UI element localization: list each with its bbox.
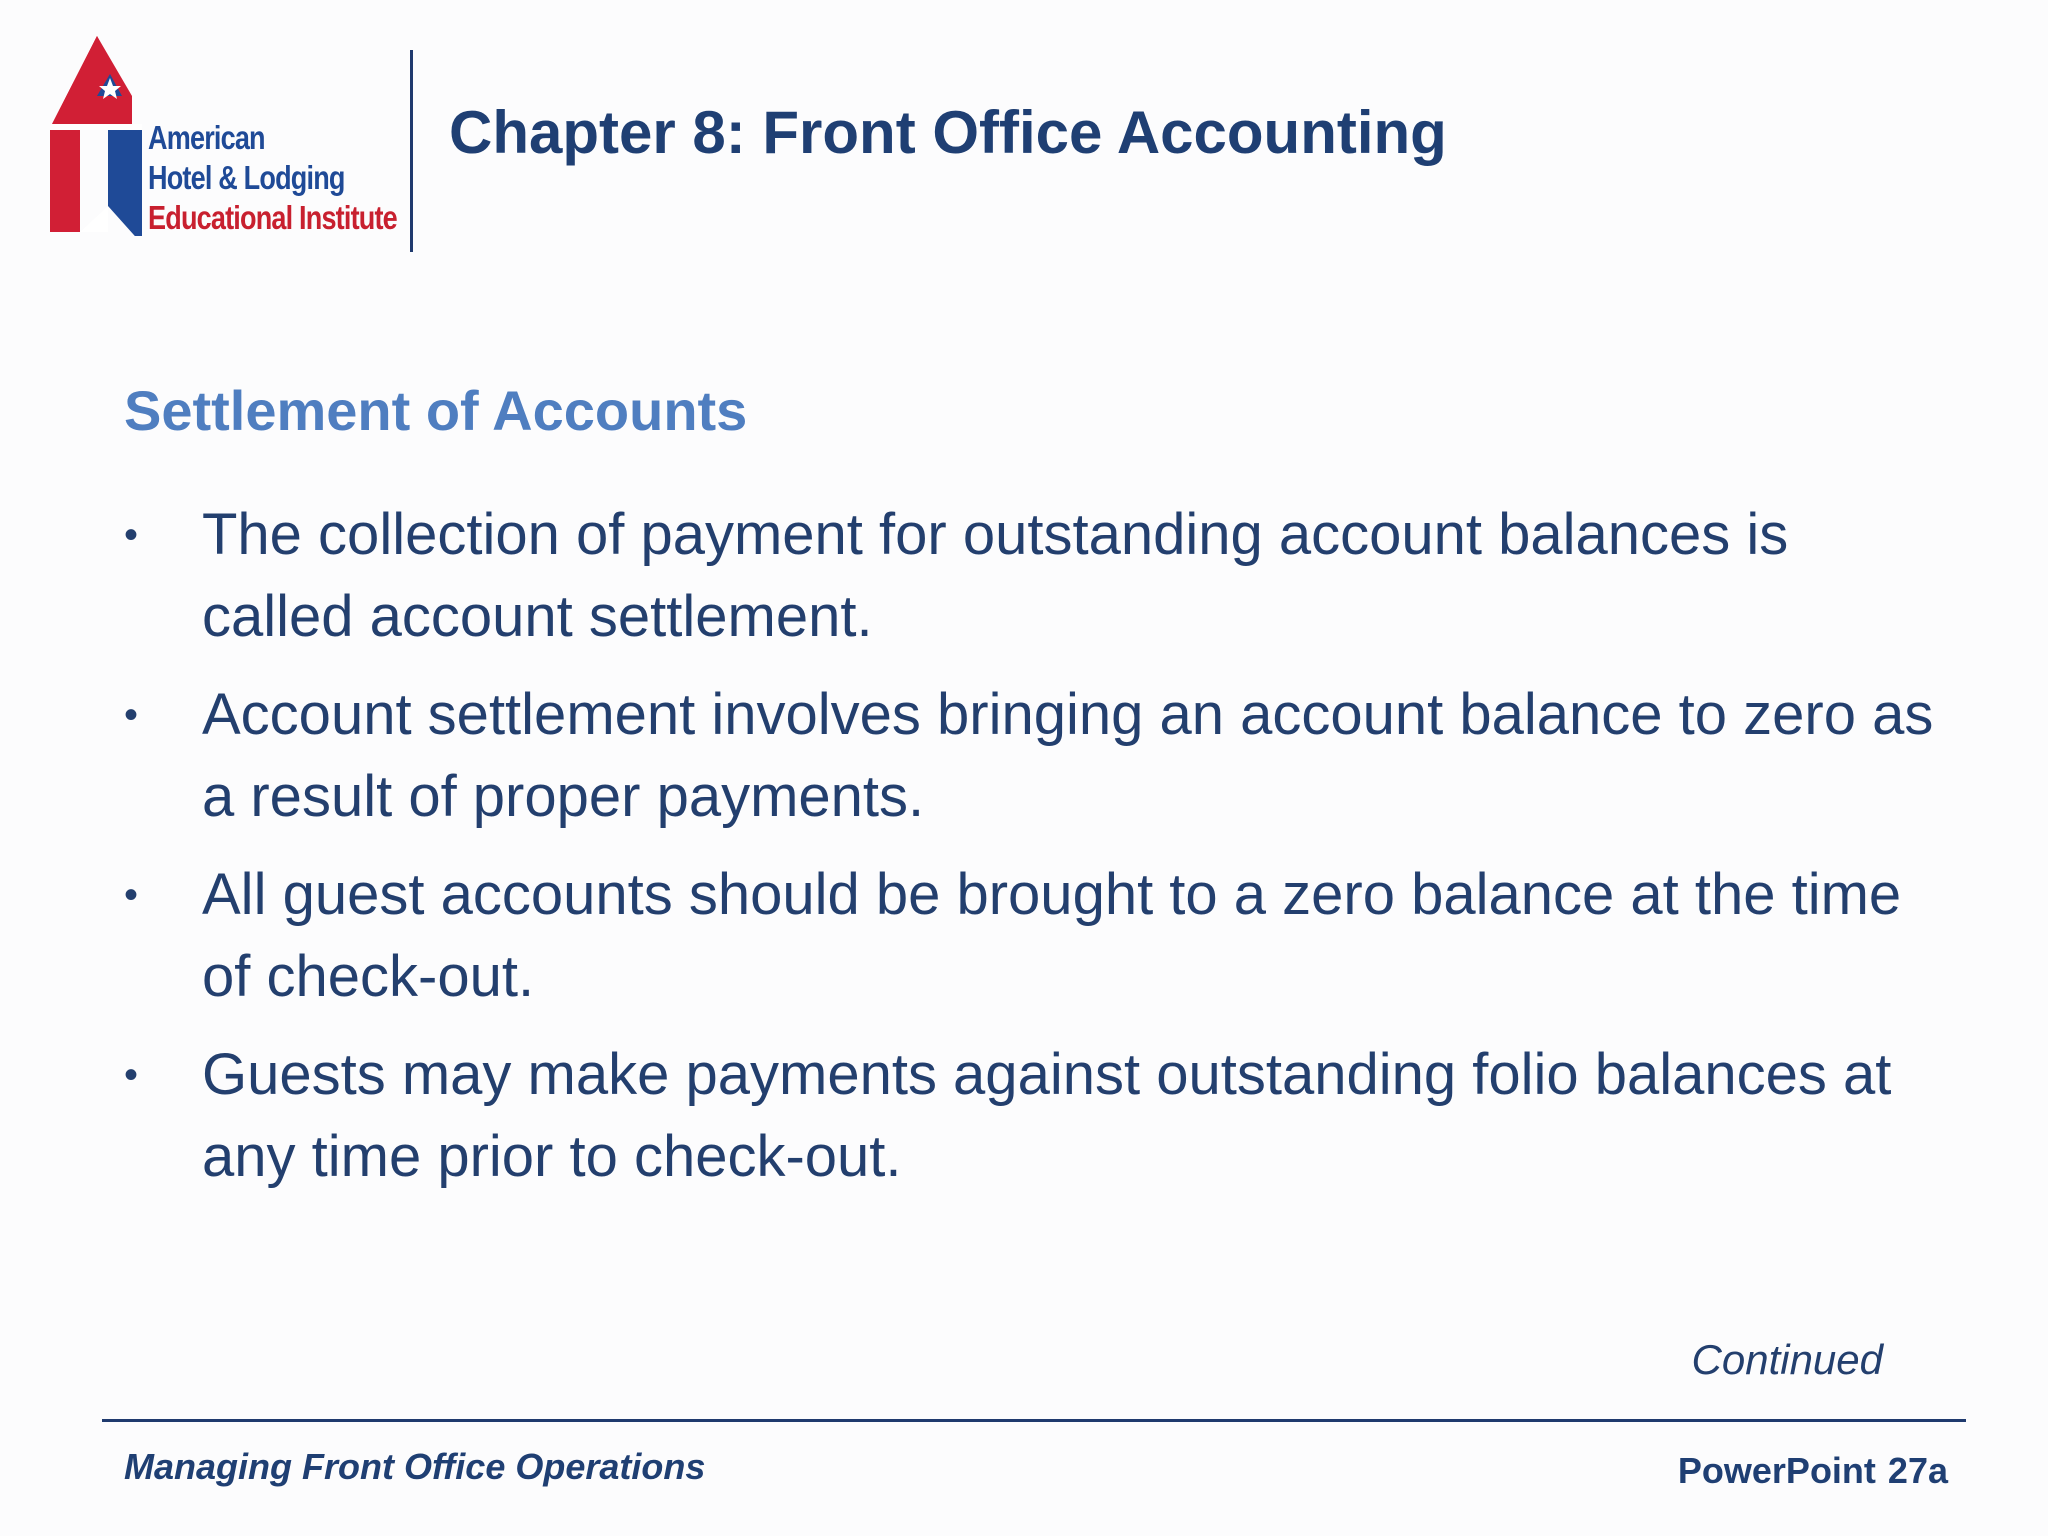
- chapter-title: Chapter 8: Front Office Accounting: [449, 99, 1447, 166]
- logo-line-2: Hotel & Lodging: [148, 159, 345, 196]
- footer-powerpoint-label: PowerPoint: [1677, 1450, 1876, 1491]
- bullet-icon: •: [124, 693, 139, 737]
- footer-slide-number: [1678, 1450, 1948, 1492]
- bullet-item: [124, 674, 1944, 838]
- header-divider: [410, 50, 413, 252]
- bullet-icon: •: [124, 513, 139, 557]
- logo-wordmark: [148, 118, 397, 238]
- ahlei-logo: [50, 36, 397, 246]
- bullet-text: All guest accounts should be brought to a zero balance at the time of check-out.: [202, 862, 1902, 1009]
- section-title: Settlement of Accounts: [124, 379, 748, 442]
- bullet-item: [124, 1034, 1944, 1198]
- footer-rule: [102, 1419, 1966, 1422]
- bullet-item: [124, 494, 1944, 658]
- bullet-text: Guests may make payments against outstanding folio balances at any time prior to check-out.: [202, 1042, 1892, 1189]
- bullet-item: [124, 854, 1944, 1018]
- bullet-icon: •: [124, 873, 139, 917]
- bullet-text: The collection of payment for outstanding account balances is called account settlement.: [202, 502, 1789, 649]
- logo-line-1: American: [148, 119, 265, 156]
- continued-label: Continued: [1691, 1336, 1883, 1383]
- logo-line-3: Educational Institute: [148, 199, 397, 236]
- footer-course-title: Managing Front Office Operations: [124, 1446, 706, 1487]
- house-logo-icon: [50, 36, 160, 236]
- footer-page-number: 27a: [1887, 1450, 1948, 1491]
- bullet-text: Account settlement involves bringing an account balance to zero as a result of proper payments.: [202, 682, 1934, 829]
- bullet-icon: •: [124, 1053, 139, 1097]
- bullet-list: [124, 494, 1944, 1214]
